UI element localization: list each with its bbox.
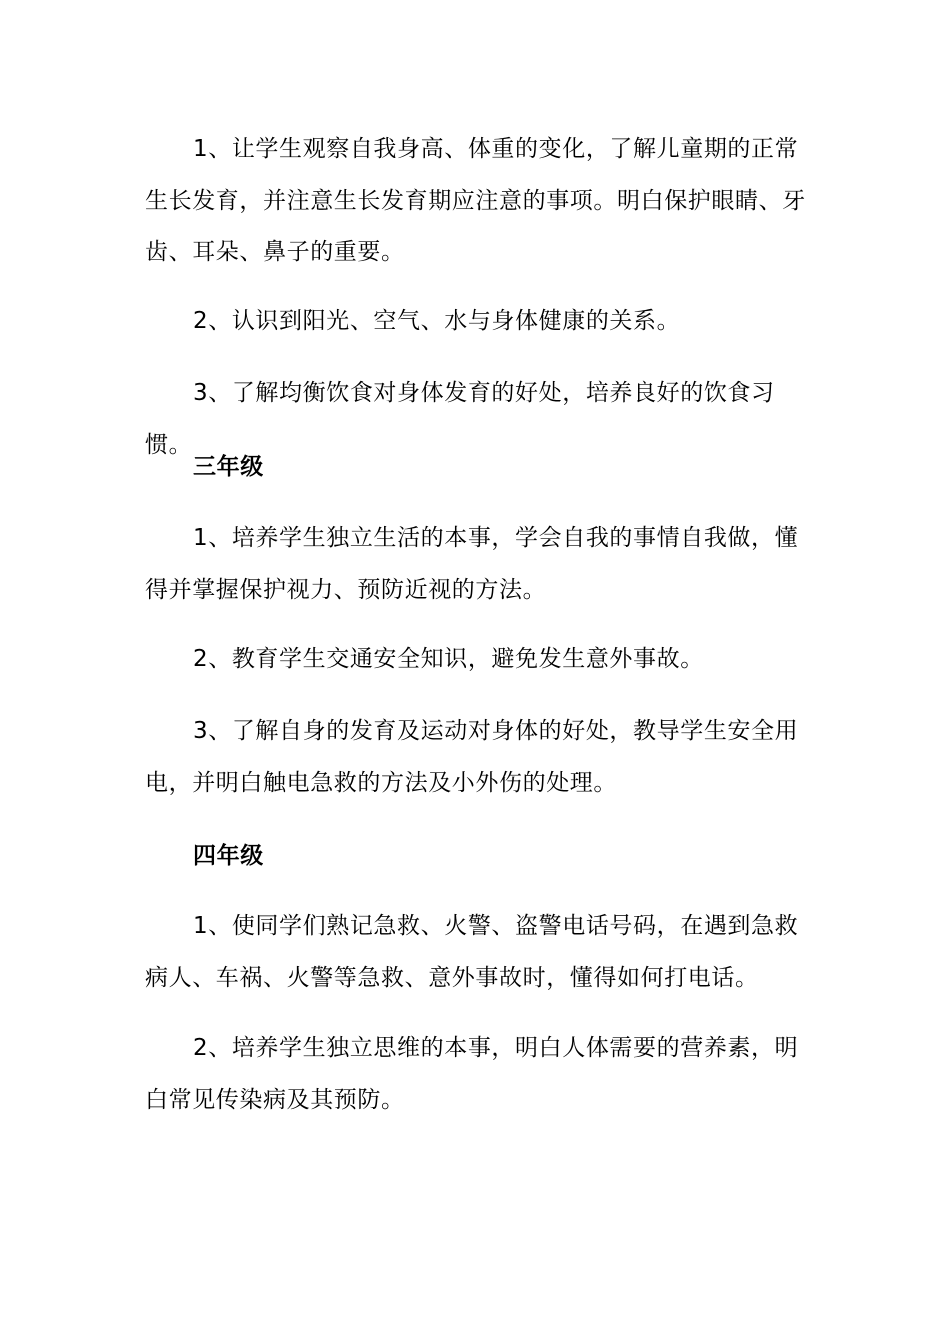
paragraph-grade3-item-3: 3、了解自身的发育及运动对身体的好处，教导学生安全用电，并明白触电急救的方法及小外伤的处理。 (145, 718, 799, 796)
paragraph-grade3-item-1: 1、培养学生独立生活的本事，学会自我的事情自我做，懂得并掌握保护视力、预防近视的方法。 (145, 525, 799, 603)
heading-grade3: 三年级 (193, 454, 264, 480)
heading-grade4: 四年级 (193, 843, 264, 869)
paragraph-grade4-item-1: 1、使同学们熟记急救、火警、盗警电话号码，在遇到急救病人、车祸、火警等急救、意外事故时，懂得如何打电话。 (145, 913, 799, 991)
paragraph-grade2-item-1: 1、让学生观察自我身高、体重的变化，了解儿童期的正常生长发育，并注意生长发育期应注意的事项。明白保护眼睛、牙齿、耳朵、鼻子的重要。 (145, 136, 806, 265)
paragraph-grade4-item-2: 2、培养学生独立思维的本事，明白人体需要的营养素，明白常见传染病及其预防。 (145, 1035, 799, 1113)
paragraph-grade2-item-3: 3、了解均衡饮食对身体发育的好处，培养良好的饮食习惯。 (145, 380, 775, 458)
paragraph-grade2-item-2: 2、认识到阳光、空气、水与身体健康的关系。 (193, 308, 681, 334)
paragraph-grade3-item-2: 2、教育学生交通安全知识，避免发生意外事故。 (193, 646, 704, 672)
